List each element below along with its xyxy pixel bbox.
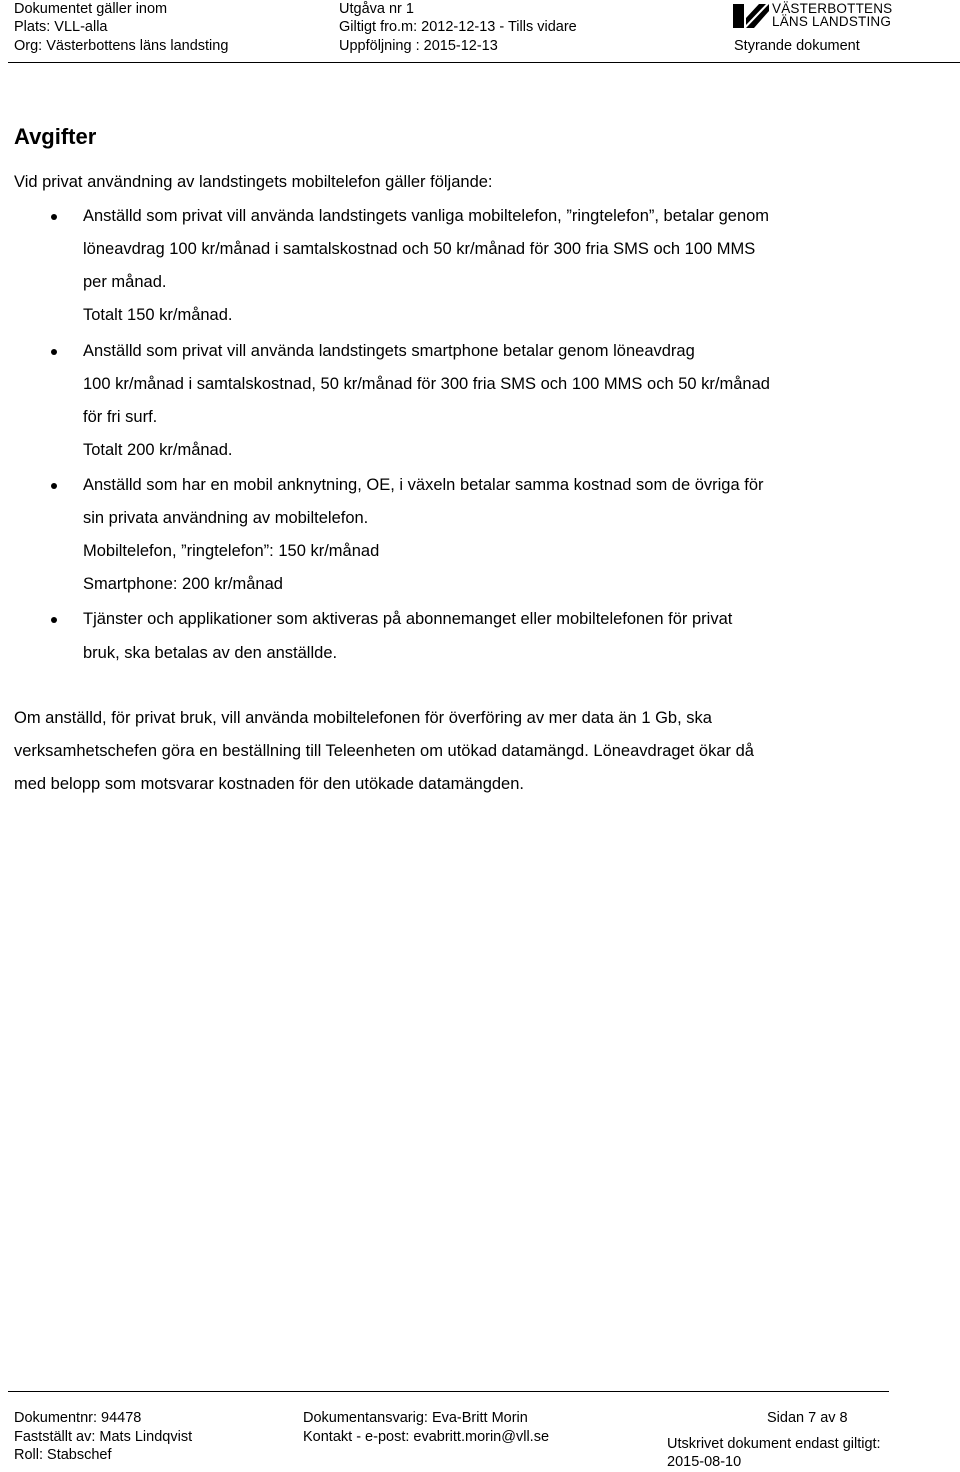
list-item-line: Smartphone: 200 kr/månad xyxy=(83,575,283,593)
header-divider xyxy=(8,62,960,63)
footer-approved-by: Fastställt av: Mats Lindqvist xyxy=(14,1429,193,1445)
list-item-line: Tjänster och applikationer som aktiveras på abonnemanget eller mobiltelefonen för privat xyxy=(83,610,733,628)
header-valid-from: Giltigt fro.m: 2012-12-13 - Tills vidare xyxy=(339,19,577,35)
footer-contact-email: Kontakt - e-post: evabritt.morin@vll.se xyxy=(303,1429,550,1445)
bullet-icon xyxy=(51,349,57,355)
list-item-line: sin privata användning av mobiltelefon. xyxy=(83,509,369,527)
footer-divider xyxy=(8,1391,889,1392)
paragraph-line: verksamhetschefen göra en beställning till Teleenheten om utökad datamängd. Löneavdraget ökar då xyxy=(14,742,754,760)
vll-logo-line-2: LÄNS LANDSTING xyxy=(772,14,892,29)
vll-logo-mark-icon xyxy=(733,4,769,28)
footer-page-number: Sidan 7 av 8 xyxy=(767,1410,848,1426)
list-item-line: bruk, ska betalas av den anställde. xyxy=(83,644,338,662)
paragraph-line: med belopp som motsvarar kostnaden för den utökade datamängden. xyxy=(14,775,524,793)
header-org: Org: Västerbottens läns landsting xyxy=(14,38,229,54)
list-item-line: Anställd som har en mobil anknytning, OE, i växeln betalar samma kostnad som de övriga för xyxy=(83,476,764,494)
list-item-line: Anställd som privat vill använda landstingets smartphone betalar genom löneavdrag xyxy=(83,342,695,360)
footer-responsible: Dokumentansvarig: Eva-Britt Morin xyxy=(303,1410,528,1426)
list-item-line: Mobiltelefon, ”ringtelefon”: 150 kr/månad xyxy=(83,542,380,560)
footer-printed-label: Utskrivet dokument endast giltigt: xyxy=(667,1436,881,1452)
header-scope-label: Dokumentet gäller inom xyxy=(14,1,168,17)
list-item-line: Anställd som privat vill använda landstingets vanliga mobiltelefon, ”ringtelefon”, betalar genom xyxy=(83,207,770,225)
footer-doc-number: Dokumentnr: 94478 xyxy=(14,1410,142,1426)
list-item-line: för fri surf. xyxy=(83,408,158,426)
intro-paragraph: Vid privat användning av landstingets mobiltelefon gäller följande: xyxy=(14,173,493,191)
header-edition: Utgåva nr 1 xyxy=(339,1,414,17)
header-doc-type: Styrande dokument xyxy=(734,38,860,54)
list-item-line: per månad. xyxy=(83,273,167,291)
list-item-line: löneavdrag 100 kr/månad i samtalskostnad och 50 kr/månad för 300 fria SMS och 100 MMS xyxy=(83,240,756,258)
header-place: Plats: VLL-alla xyxy=(14,19,108,35)
bullet-icon xyxy=(51,617,57,623)
list-item-line: Totalt 200 kr/månad. xyxy=(83,441,233,459)
list-item-line: Totalt 150 kr/månad. xyxy=(83,306,233,324)
footer-role: Roll: Stabschef xyxy=(14,1447,112,1463)
vll-logo xyxy=(733,2,903,32)
footer-printed-date: 2015-08-10 xyxy=(667,1454,742,1470)
vll-logo-line-1: VÄSTERBOTTENS xyxy=(772,1,893,16)
paragraph-line: Om anställd, för privat bruk, vill använda mobiltelefonen för överföring av mer data än 1 Gb, ska xyxy=(14,709,712,727)
vll-logo-text xyxy=(772,2,892,28)
header-followup: Uppföljning : 2015-12-13 xyxy=(339,38,498,54)
list-item-line: 100 kr/månad i samtalskostnad, 50 kr/månad för 300 fria SMS och 100 MMS och 50 kr/månad xyxy=(83,375,770,393)
bullet-icon xyxy=(51,214,57,220)
section-title: Avgifter xyxy=(14,124,97,149)
bullet-icon xyxy=(51,483,57,489)
